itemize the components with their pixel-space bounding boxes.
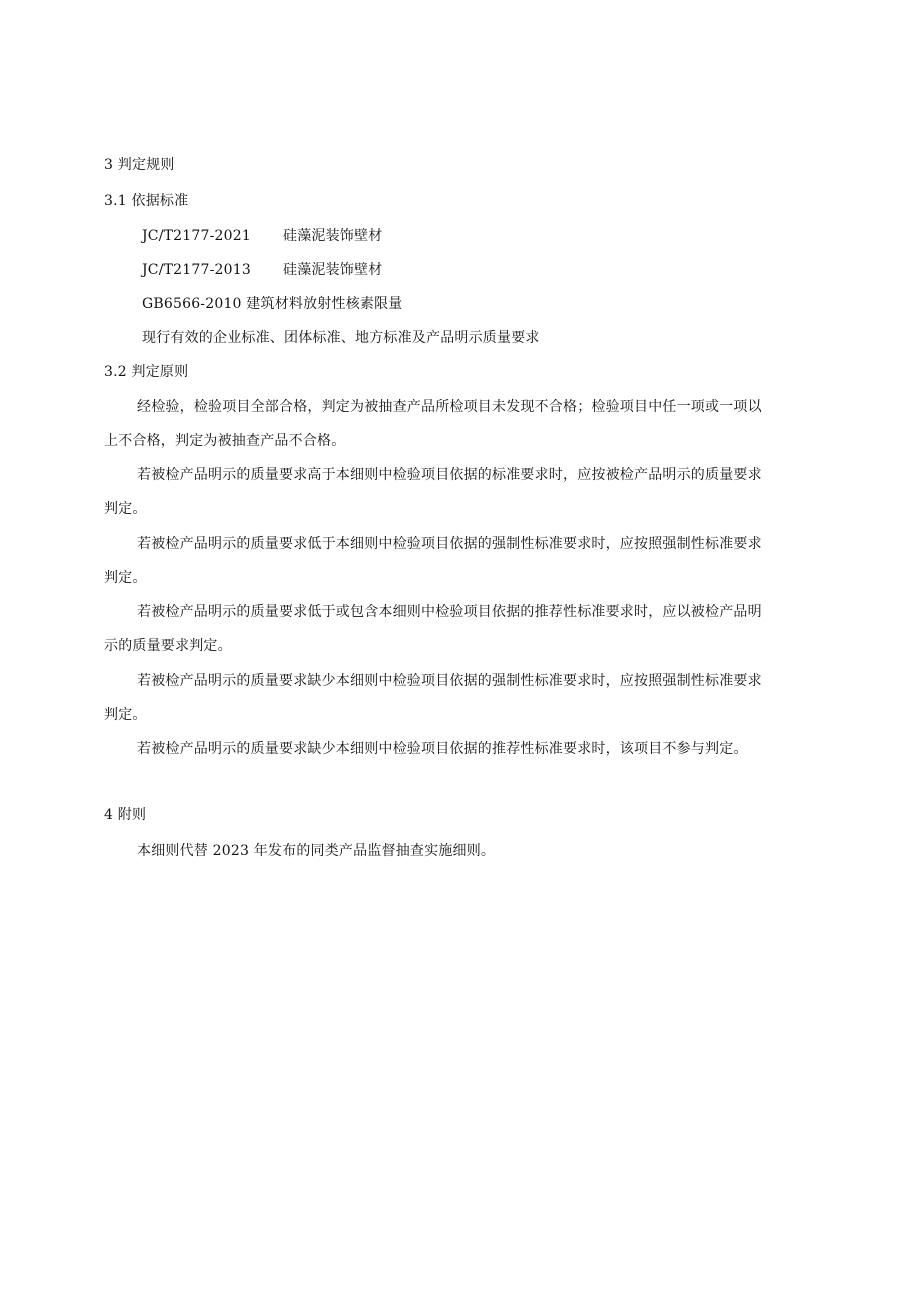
standard-name: 硅藻泥装饰壁材	[283, 262, 383, 278]
paragraph-line: 若被检产品明示的质量要求高于本细则中检验项目依据的标准要求时，应按被检产品明示的质量要求	[137, 467, 762, 483]
standard-gb-line: GB6566-2010 建筑材料放射性核素限量	[142, 296, 403, 312]
standard-name: 硅藻泥装饰壁材	[283, 228, 383, 244]
section-3-2-heading: 3.2 判定原则	[104, 364, 189, 380]
paragraph-line: 若被检产品明示的质量要求缺少本细则中检验项目依据的强制性标准要求时，应按照强制性标准要求	[137, 673, 762, 689]
paragraph-line: 若被检产品明示的质量要求低于或包含本细则中检验项目依据的推荐性标准要求时，应以被检产品明	[137, 604, 762, 620]
paragraph-line: 判定。	[104, 570, 147, 586]
standard-row	[142, 260, 382, 280]
section-4-heading: 4 附则	[104, 807, 147, 823]
paragraph-line: 示的质量要求判定。	[104, 638, 232, 654]
paragraph-line: 若被检产品明示的质量要求缺少本细则中检验项目依据的推荐性标准要求时，该项目不参与判定。	[137, 741, 748, 757]
section-4-text: 本细则代替 2023 年发布的同类产品监督抽查实施细则。	[137, 843, 496, 859]
paragraph-line: 判定。	[104, 707, 147, 723]
standard-other-line: 现行有效的企业标准、团体标准、地方标准及产品明示质量要求	[142, 330, 540, 346]
standard-code: JC/T2177-2021	[142, 228, 251, 244]
standard-row	[142, 226, 382, 246]
paragraph-line: 经检验，检验项目全部合格，判定为被抽查产品所检项目未发现不合格；检验项目中任一项或一项以	[137, 399, 762, 415]
paragraph-line: 上不合格，判定为被抽查产品不合格。	[104, 433, 346, 449]
paragraph-line: 若被检产品明示的质量要求低于本细则中检验项目依据的强制性标准要求时，应按照强制性标准要求	[137, 536, 762, 552]
section-3-heading: 3 判定规则	[104, 157, 175, 173]
standard-code: JC/T2177-2013	[142, 262, 251, 278]
section-3-1-heading: 3.1 依据标准	[104, 193, 189, 209]
paragraph-line: 判定。	[104, 501, 147, 517]
